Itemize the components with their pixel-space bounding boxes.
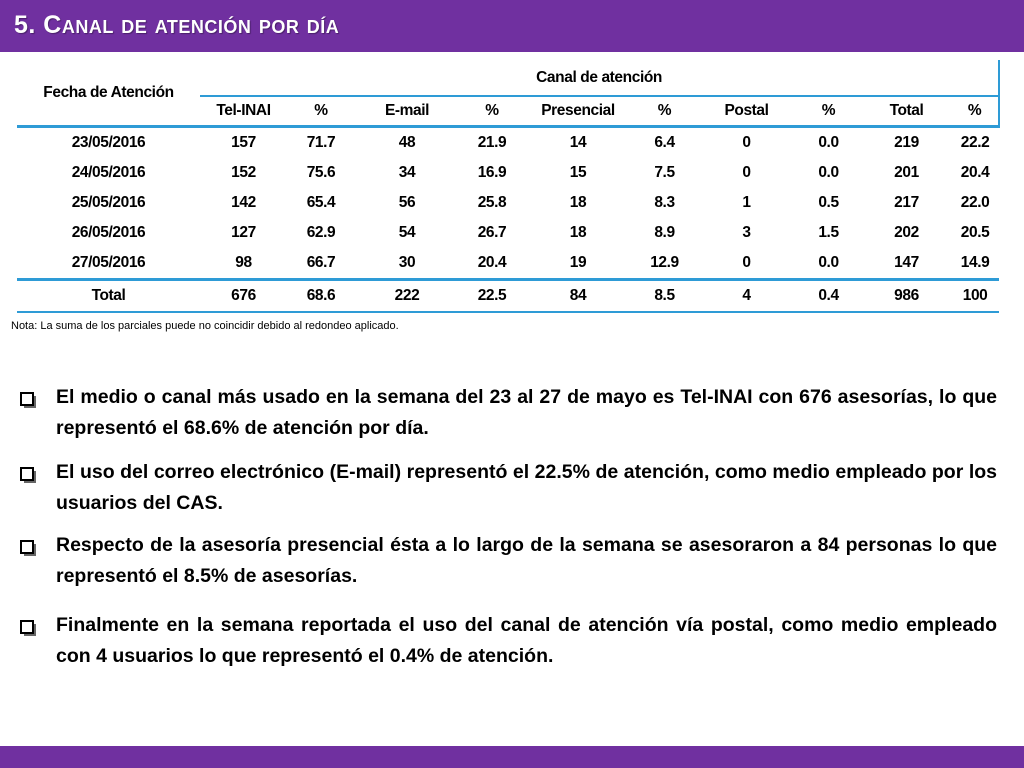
value-cell: 0.5 <box>818 194 839 211</box>
date-cell: 24/05/2016 <box>71 164 146 181</box>
value-cell: 19 <box>569 254 587 271</box>
value-cell: 22.2 <box>951 127 999 159</box>
value-cell: 18 <box>569 224 587 241</box>
bullet-list <box>20 382 997 672</box>
table-row <box>17 218 999 248</box>
bullet-item <box>20 382 997 444</box>
value-cell: 98 <box>235 254 252 271</box>
value-cell: 0 <box>742 254 751 271</box>
attention-table <box>17 60 1000 313</box>
col-header: % <box>951 96 999 127</box>
value-cell: 127 <box>231 224 256 241</box>
bullet-item <box>20 457 997 519</box>
value-cell: 26.7 <box>477 224 507 241</box>
col-header: % <box>795 96 862 127</box>
value-cell: 152 <box>231 164 256 181</box>
value-cell: 62.9 <box>306 224 336 241</box>
total-row <box>17 280 999 313</box>
value-cell: 142 <box>231 194 256 211</box>
value-cell: 8.9 <box>654 224 675 241</box>
checkbox-bullet-icon <box>20 467 34 481</box>
value-cell: 30 <box>398 254 416 271</box>
value-cell: 201 <box>894 164 919 181</box>
value-cell: 48 <box>355 127 459 159</box>
value-cell: 25.8 <box>477 194 507 211</box>
value-cell: 3 <box>742 224 751 241</box>
table-note: Nota: La suma de los parciales puede no coincidir debido al redondeo aplicado. <box>11 320 399 332</box>
bullet-text: El uso del correo electrónico (E-mail) representó el 22.5% de atención, como medio empleado por los usuarios del CAS. <box>56 461 997 514</box>
col-header: % <box>631 96 698 127</box>
col-header: Total <box>862 96 951 127</box>
total-cell: 84 <box>525 280 631 313</box>
value-cell: 0.0 <box>818 254 839 271</box>
total-cell: 22.5 <box>459 280 525 313</box>
value-cell: 66.7 <box>306 254 336 271</box>
total-cell: 100 <box>951 280 999 313</box>
value-cell: 8.3 <box>654 194 675 211</box>
checkbox-bullet-icon <box>20 540 34 554</box>
bullet-item <box>20 530 997 592</box>
table-row <box>17 127 999 159</box>
date-cell: 27/05/2016 <box>71 254 146 271</box>
footer-bar <box>0 746 1024 768</box>
table-row <box>17 158 999 188</box>
value-cell: 20.4 <box>477 254 507 271</box>
value-cell: 0.0 <box>795 127 862 159</box>
date-cell: 25/05/2016 <box>71 194 146 211</box>
row-header-date: Fecha de Atención <box>17 60 200 127</box>
value-cell: 18 <box>569 194 587 211</box>
date-cell: 23/05/2016 <box>17 127 200 159</box>
attention-table-container <box>17 60 999 313</box>
value-cell: 6.4 <box>631 127 698 159</box>
total-cell: 0.4 <box>795 280 862 313</box>
value-cell: 75.6 <box>306 164 336 181</box>
total-label: Total <box>17 280 200 313</box>
checkbox-bullet-icon <box>20 392 34 406</box>
value-cell: 12.9 <box>650 254 679 271</box>
col-header: Postal <box>698 96 795 127</box>
value-cell: 0.0 <box>818 164 839 181</box>
value-cell: 217 <box>894 194 919 211</box>
value-cell: 15 <box>569 164 587 181</box>
value-cell: 22.0 <box>960 194 990 211</box>
value-cell: 7.5 <box>654 164 675 181</box>
table-row <box>17 248 999 280</box>
bullet-text: Finalmente en la semana reportada el uso del canal de atención vía postal, como medio empleado con 4 usuarios lo que representó el 0.4% de atención. <box>56 614 997 667</box>
value-cell: 20.5 <box>960 224 990 241</box>
value-cell: 0 <box>698 127 795 159</box>
bullet-item <box>20 610 997 672</box>
value-cell: 21.9 <box>459 127 525 159</box>
bullet-text: El medio o canal más usado en la semana del 23 al 27 de mayo es Tel-INAI con 676 asesorías, lo que representó el 68.6% de atención por día. <box>56 386 997 439</box>
checkbox-bullet-icon <box>20 620 34 634</box>
value-cell: 0 <box>742 164 751 181</box>
bullet-text: Respecto de la asesoría presencial ésta a lo largo de la semana se asesoraron a 84 personas lo que representó el 8.5% de asesorías. <box>56 534 997 587</box>
total-cell: 4 <box>698 280 795 313</box>
table-row <box>17 188 999 218</box>
value-cell: 34 <box>398 164 416 181</box>
value-cell: 56 <box>398 194 416 211</box>
value-cell: 71.7 <box>287 127 355 159</box>
col-header: E-mail <box>355 96 459 127</box>
col-header: Tel-INAI <box>200 96 287 127</box>
value-cell: 1.5 <box>818 224 839 241</box>
slide-title: 5. Canal de atención por día <box>14 11 340 39</box>
value-cell: 14 <box>525 127 631 159</box>
total-cell: 676 <box>200 280 287 313</box>
value-cell: 157 <box>200 127 287 159</box>
date-cell: 26/05/2016 <box>71 224 146 241</box>
col-header: % <box>459 96 525 127</box>
header-bar <box>0 0 1024 52</box>
value-cell: 54 <box>398 224 416 241</box>
total-cell: 8.5 <box>631 280 698 313</box>
value-cell: 219 <box>862 127 951 159</box>
value-cell: 20.4 <box>960 164 990 181</box>
value-cell: 1 <box>742 194 751 211</box>
value-cell: 16.9 <box>477 164 507 181</box>
total-cell: 222 <box>355 280 459 313</box>
col-header: Presencial <box>525 96 631 127</box>
col-header: % <box>287 96 355 127</box>
group-header-channel: Canal de atención <box>200 60 999 96</box>
value-cell: 202 <box>894 224 919 241</box>
total-cell: 986 <box>862 280 951 313</box>
total-cell: 68.6 <box>287 280 355 313</box>
value-cell: 147 <box>894 254 919 271</box>
value-cell: 65.4 <box>306 194 336 211</box>
value-cell: 14.9 <box>960 254 990 271</box>
